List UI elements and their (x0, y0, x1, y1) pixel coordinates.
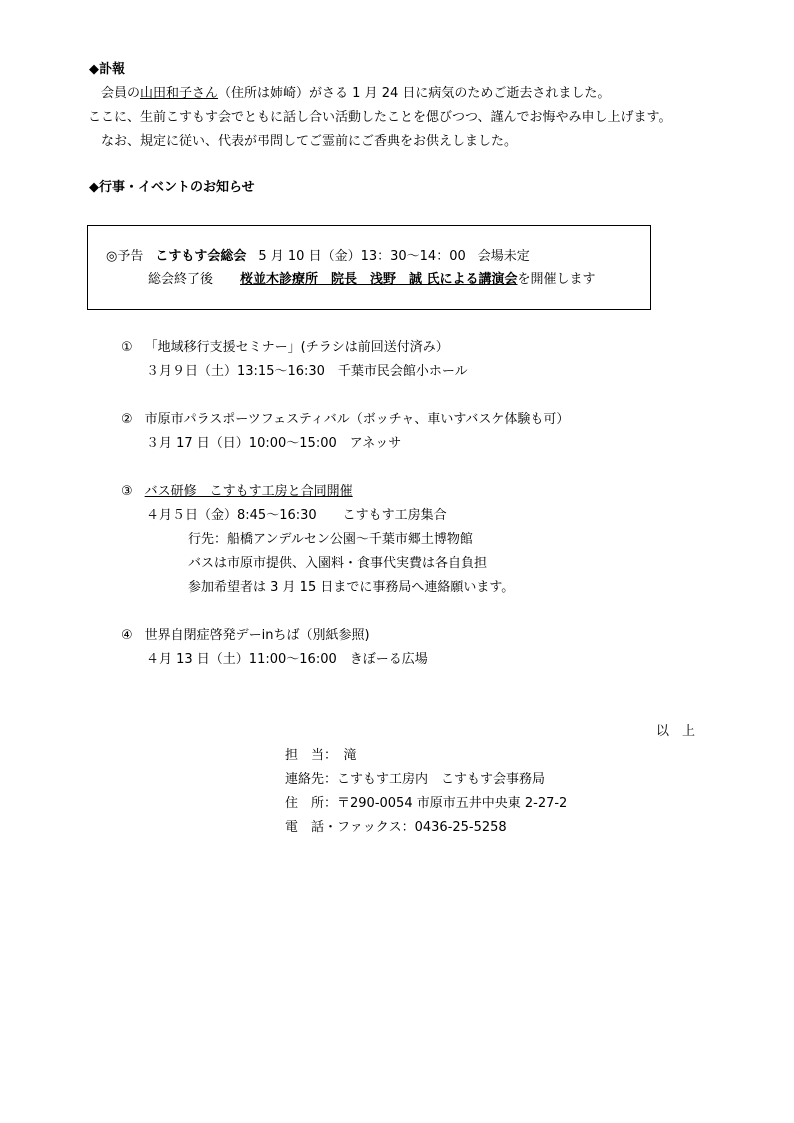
obituary-line-3: なお、規定に従い、代表が弔問してご霊前にご香典をお供えしました。 (101, 134, 518, 149)
notice-lecture-suffix: を開催します (517, 272, 596, 287)
event-item-4-title-text: 世界自閉症啓発デーinちば（別紙参照) (144, 628, 370, 643)
event-item-4-num: ④ (121, 628, 133, 643)
closing-mark: 以 上 (656, 724, 696, 739)
event-item-2-detail: ３月 17 日（日）10:00～15:00 アネッサ (146, 436, 402, 451)
event-item-2-num: ② (121, 412, 133, 427)
event-item-1-detail: ３月９日（土）13:15～16:30 千葉市民会館小ホール (146, 364, 468, 379)
event-item-1-num: ① (121, 340, 133, 355)
event-item-1-title (121, 341, 449, 354)
obituary-line-2: ここに、生前こすもす会でともに話し合い活動したことを偲びつつ、謹んでお悔やみ申し上げます。 (88, 110, 672, 125)
notice-date-time: 5 月 10 日（金）13：30～14：00 (258, 249, 466, 264)
contact-phone: 電 話・ファックス：0436-25-5258 (285, 820, 507, 835)
member-name: 山田和子さん (140, 86, 219, 101)
obituary-line-1 (101, 87, 610, 100)
event-item-2-title-text: 市原市パラスポーツフェスティバル（ボッチャ、車いすバスケ体験も可） (144, 412, 570, 427)
notice-lecture: 桜並木診療所 院長 浅野 誠 氏による講演会 (240, 272, 518, 287)
event-item-1-title-text: 「地域移行支援セミナー」(チラシは前回送付済み） (144, 340, 449, 355)
event-item-3-detail-3: バスは市原市提供、入園料・食事代実費は各自負担 (188, 556, 488, 571)
obituary-line1-prefix: 会員の (101, 86, 141, 101)
event-item-3-detail-1: ４月５日（金）8:45～16:30 こすもす工房集合 (146, 508, 447, 523)
events-heading: ◆行事・イベントのお知らせ (89, 180, 255, 195)
event-item-3-title (121, 485, 353, 498)
contact-person: 担 当： 滝 (285, 748, 357, 763)
notice-title: こすもす会総会 (155, 249, 247, 264)
event-item-3-detail-2: 行先：船橋アンデルセン公園～千葉市郷土博物館 (188, 532, 473, 547)
event-item-2-title (121, 413, 569, 426)
contact-org: 連絡先：こすもす工房内 こすもす会事務局 (285, 772, 546, 787)
event-item-3-title-text: バス研修 こすもす工房と合同開催 (144, 484, 353, 499)
notice-venue: 会場未定 (477, 249, 530, 264)
event-item-4-title (121, 629, 370, 642)
notice-line-2 (148, 273, 596, 286)
obituary-line1-suffix: （住所は姉崎）がさる 1 月 24 日に病気のためご逝去されました。 (218, 86, 611, 101)
obituary-heading: ◆訃報 (89, 62, 125, 77)
event-item-3-num: ③ (121, 484, 133, 499)
contact-address: 住 所：〒290-0054 市原市五井中央東 2-27-2 (285, 796, 568, 811)
notice-after-label: 総会終了後 (148, 272, 214, 287)
general-meeting-notice-box (87, 225, 651, 310)
event-item-4-detail: ４月 13 日（土）11:00～16:00 きぼーる広場 (146, 652, 428, 667)
event-item-3-detail-4: 参加希望者は 3 月 15 日までに事務局へ連絡願います。 (188, 580, 515, 595)
notice-line-1 (106, 250, 530, 263)
notice-mark: ◎予告 (106, 249, 144, 264)
